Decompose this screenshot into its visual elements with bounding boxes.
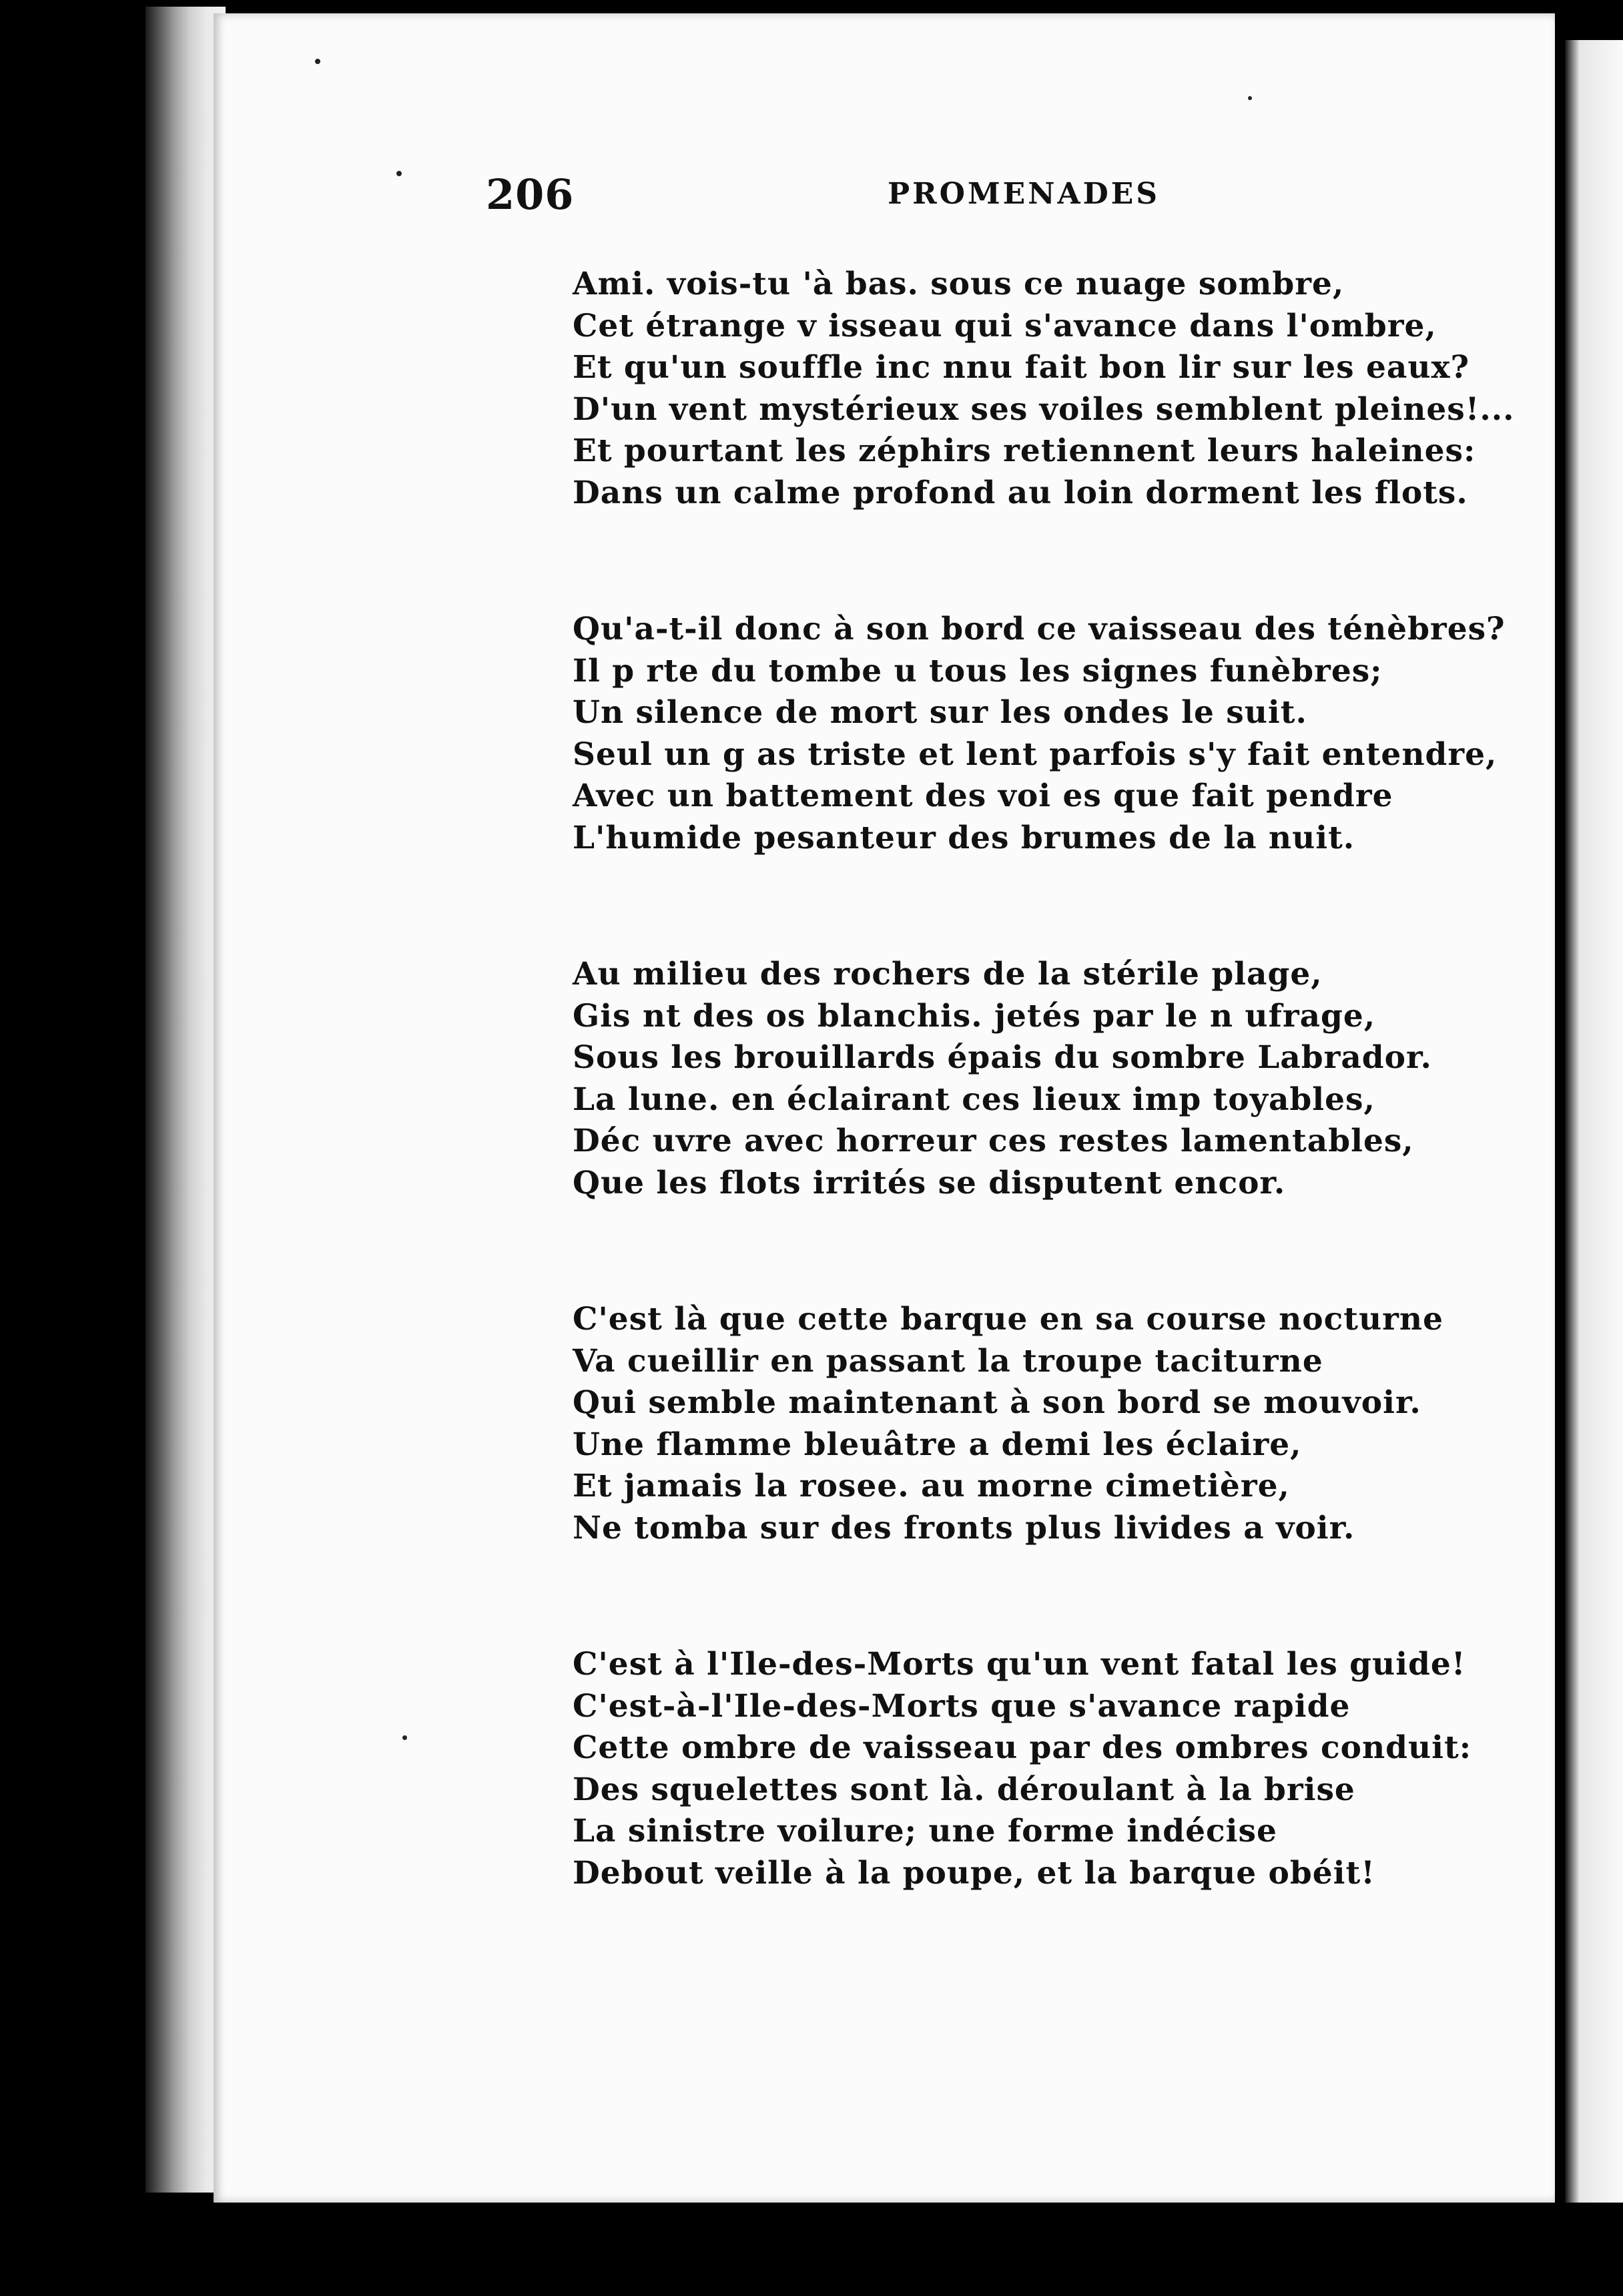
stanza xyxy=(573,1644,1507,1894)
verse-line: Seul un g as triste et lent parfois s'y fait entendre, xyxy=(573,736,1498,773)
verse-line: Des squelettes sont là. déroulant à la brise xyxy=(573,1771,1355,1808)
verse-line: Et qu'un souffle inc nnu fait bon lir sur les eaux? xyxy=(573,349,1470,386)
verse-line: Debout veille à la poupe, et la barque obéit! xyxy=(573,1854,1375,1892)
running-head xyxy=(0,170,1623,217)
verse-line: Ne tomba sur des fronts plus livides a voir. xyxy=(573,1509,1355,1546)
stanza xyxy=(573,1299,1507,1549)
verse-line: Qui semble maintenant à son bord se mouvoir. xyxy=(573,1384,1421,1421)
poem xyxy=(573,264,1515,1989)
section-title: PROMENADES xyxy=(888,177,1161,211)
verse-line: C'est là que cette barque en sa course nocturne xyxy=(573,1301,1443,1338)
verse-line: Dans un calme profond au loin dorment les flots. xyxy=(573,474,1468,511)
verse-line: Cette ombre de vaisseau par des ombres conduit: xyxy=(573,1729,1472,1766)
scan-border-bottom xyxy=(0,2203,1623,2296)
verse-line: L'humide pesanteur des brumes de la nuit. xyxy=(573,819,1355,856)
verse-line: Et jamais la rosee. au morne cimetière, xyxy=(573,1468,1290,1504)
verse-line: C'est-à-l'Ile-des-Morts que s'avance rapide xyxy=(573,1687,1351,1725)
verse-line: Déc uvre avec horreur ces restes lamentables, xyxy=(573,1123,1414,1159)
verse-line: Qu'a-t-il donc à son bord ce vaisseau des ténèbres? xyxy=(573,611,1506,647)
verse-line: Et pourtant les zéphirs retiennent leurs haleines: xyxy=(573,433,1476,469)
stanza xyxy=(573,264,1515,514)
verse-line: Au milieu des rochers de la stérile plage, xyxy=(573,956,1323,992)
verse-line: Il p rte du tombe u tous les signes funèbres; xyxy=(573,652,1383,689)
page-number: 206 xyxy=(486,170,575,219)
verse-line: Une flamme bleuâtre a demi les éclaire, xyxy=(573,1426,1302,1463)
verse-line: La sinistre voilure; une forme indécise xyxy=(573,1813,1277,1849)
stanza xyxy=(573,954,1507,1204)
verse-line: D'un vent mystérieux ses voiles semblent pleines!... xyxy=(573,390,1515,428)
scan-speck xyxy=(1248,96,1252,100)
scan-speck xyxy=(402,1735,407,1740)
facing-page-edge xyxy=(1565,40,1623,2209)
verse-line: Cet étrange v isseau qui s'avance dans l'ombre, xyxy=(573,307,1437,344)
verse-line: Va cueillir en passant la troupe taciturne xyxy=(573,1342,1323,1380)
verse-line: Ami. vois-tu 'à bas. sous ce nuage sombre, xyxy=(573,266,1345,302)
verse-line: Avec un battement des voi es que fait pendre xyxy=(573,778,1393,814)
stanza xyxy=(573,609,1507,859)
verse-line: C'est à l'Ile-des-Morts qu'un vent fatal les guide! xyxy=(573,1646,1466,1683)
verse-line: Sous les brouillards épais du sombre Labrador. xyxy=(573,1039,1432,1076)
verse-line: Gis nt des os blanchis. jetés par le n ufrage, xyxy=(573,997,1376,1035)
verse-line: Un silence de mort sur les ondes le suit. xyxy=(573,694,1307,731)
verse-line: La lune. en éclairant ces lieux imp toyables, xyxy=(573,1081,1375,1118)
scan-speck xyxy=(315,59,320,64)
verse-line: Que les flots irrités se disputent encor. xyxy=(573,1164,1286,1201)
